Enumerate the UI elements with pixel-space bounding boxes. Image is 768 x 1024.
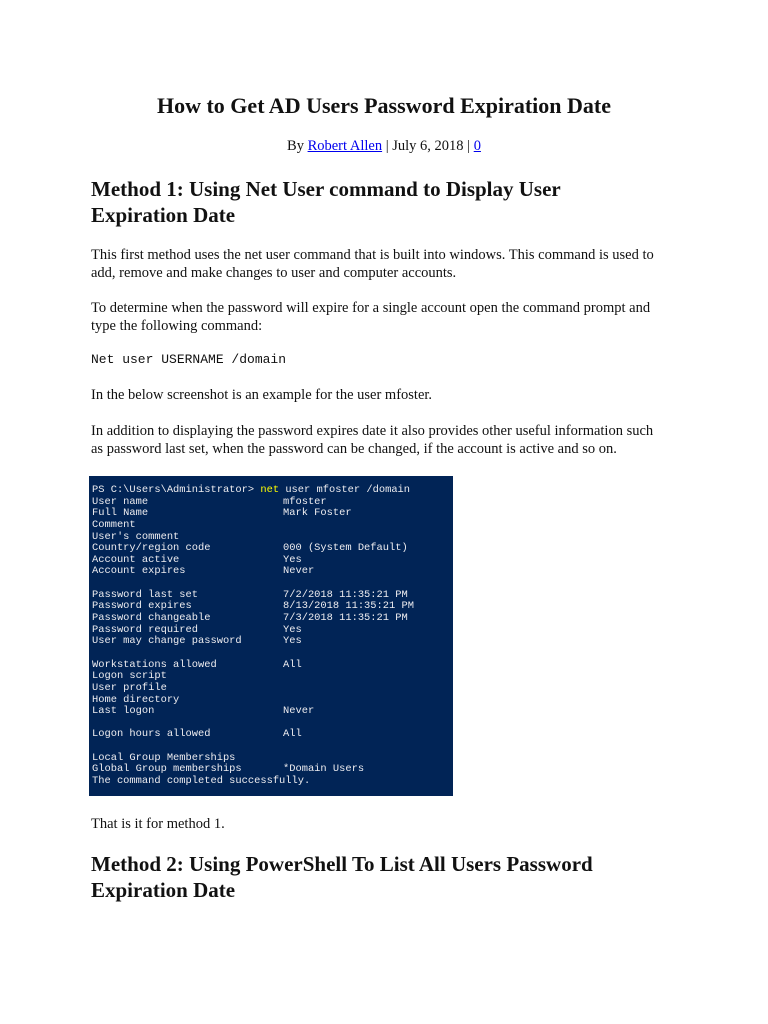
method1-heading-line2: Expiration Date [91, 203, 236, 227]
terminal-field-name: Workstations allowed [92, 658, 217, 671]
terminal-output-line [92, 613, 453, 625]
terminal-field-name: Local Group Memberships [92, 751, 236, 764]
method1-intro-line1: This first method uses the net user command that is built into windows. This command is used to [91, 247, 654, 263]
method1-details-line1: In addition to displaying the password expires date it also provides other useful information such [91, 423, 654, 439]
terminal-output-line [92, 776, 453, 788]
terminal-field-name: Password last set [92, 588, 199, 601]
terminal-field-value: Never [283, 565, 315, 578]
terminal-field-name: Home directory [92, 693, 180, 706]
terminal-command-args: user mfoster /domain [279, 484, 411, 496]
terminal-field-value: 8/13/2018 11:35:21 PM [283, 600, 414, 613]
terminal-output-line [92, 508, 453, 520]
terminal-prompt: PS C:\Users\Administrator> [92, 484, 261, 496]
terminal-field-name: Logon hours allowed [92, 728, 211, 741]
terminal-field-name: Comment [92, 518, 136, 531]
byline-prefix: By [287, 138, 308, 154]
terminal-field-value: All [283, 658, 302, 671]
terminal-command-keyword: net [260, 484, 280, 496]
terminal-field-value: Yes [283, 553, 302, 566]
terminal-output [92, 497, 453, 788]
terminal-field-value: 7/3/2018 11:35:21 PM [283, 612, 408, 625]
page-title: How to Get AD Users Password Expiration Date [156, 93, 612, 118]
terminal-field-value: 7/2/2018 11:35:21 PM [283, 588, 408, 601]
terminal-field-name: Account active [92, 553, 180, 566]
terminal-field-name: User profile [92, 681, 167, 694]
comments-count-link[interactable]: 0 [473, 138, 481, 154]
method2-heading-line2: Expiration Date [91, 878, 236, 902]
terminal-field-name: The command completed successfully. [92, 775, 311, 788]
byline-date: | July 6, 2018 | [382, 138, 474, 154]
method1-intro-line2: add, remove and make changes to user and computer accounts. [91, 265, 457, 281]
method2-heading-line1: Method 2: Using PowerShell To List All Users Password [91, 852, 593, 876]
terminal-field-value: *Domain Users [283, 763, 365, 776]
command-code-snippet: Net user USERNAME /domain [91, 352, 287, 367]
terminal-output-line [92, 706, 453, 718]
terminal-output-line [92, 648, 453, 660]
method1-intro-paragraph [91, 246, 691, 282]
terminal-field-value: Mark Foster [283, 507, 352, 520]
terminal-field-value: mfoster [283, 495, 327, 508]
method1-outro: That is it for method 1. [91, 816, 225, 832]
terminal-field-name: Last logon [92, 705, 155, 718]
method1-instruction-paragraph [91, 299, 691, 335]
terminal-field-value: All [283, 728, 302, 741]
terminal-field-name: Account expires [92, 565, 186, 578]
terminal-field-name: User's comment [92, 530, 180, 543]
terminal-field-value: Yes [283, 623, 302, 636]
terminal-field-name: Password required [92, 623, 199, 636]
terminal-field-value: 000 (System Default) [283, 542, 408, 555]
terminal-field-name: Password expires [92, 600, 192, 613]
terminal-field-value: Never [283, 705, 315, 718]
powershell-screenshot [89, 476, 453, 796]
terminal-output-line [92, 636, 453, 648]
method1-example-paragraph: In the below screenshot is an example for the user mfoster. [91, 387, 433, 403]
method1-instruction-line1: To determine when the password will expire for a single account open the command prompt and [91, 300, 651, 316]
terminal-field-name: Logon script [92, 670, 167, 683]
terminal-prompt-line [92, 485, 453, 497]
terminal-output-line [92, 729, 453, 741]
method1-details-line2: as password last set, when the password can be changed, if the account is active and so on. [91, 441, 617, 457]
author-link[interactable]: Robert Allen [307, 138, 383, 154]
method1-heading-line1: Method 1: Using Net User command to Display User [91, 177, 561, 201]
method1-instruction-line2: type the following command: [91, 318, 263, 334]
terminal-field-name: Country/region code [92, 542, 211, 555]
method1-heading [91, 176, 691, 228]
terminal-field-name: Password changeable [92, 612, 211, 625]
terminal-field-name: User may change password [92, 635, 242, 648]
byline [0, 137, 768, 155]
method2-heading [91, 851, 691, 903]
terminal-output-line [92, 566, 453, 578]
terminal-field-name: User name [92, 495, 149, 508]
terminal-field-name: Full Name [92, 507, 149, 520]
terminal-field-name: Global Group memberships [92, 763, 242, 776]
method1-details-paragraph [91, 422, 691, 458]
terminal-field-value: Yes [283, 635, 302, 648]
